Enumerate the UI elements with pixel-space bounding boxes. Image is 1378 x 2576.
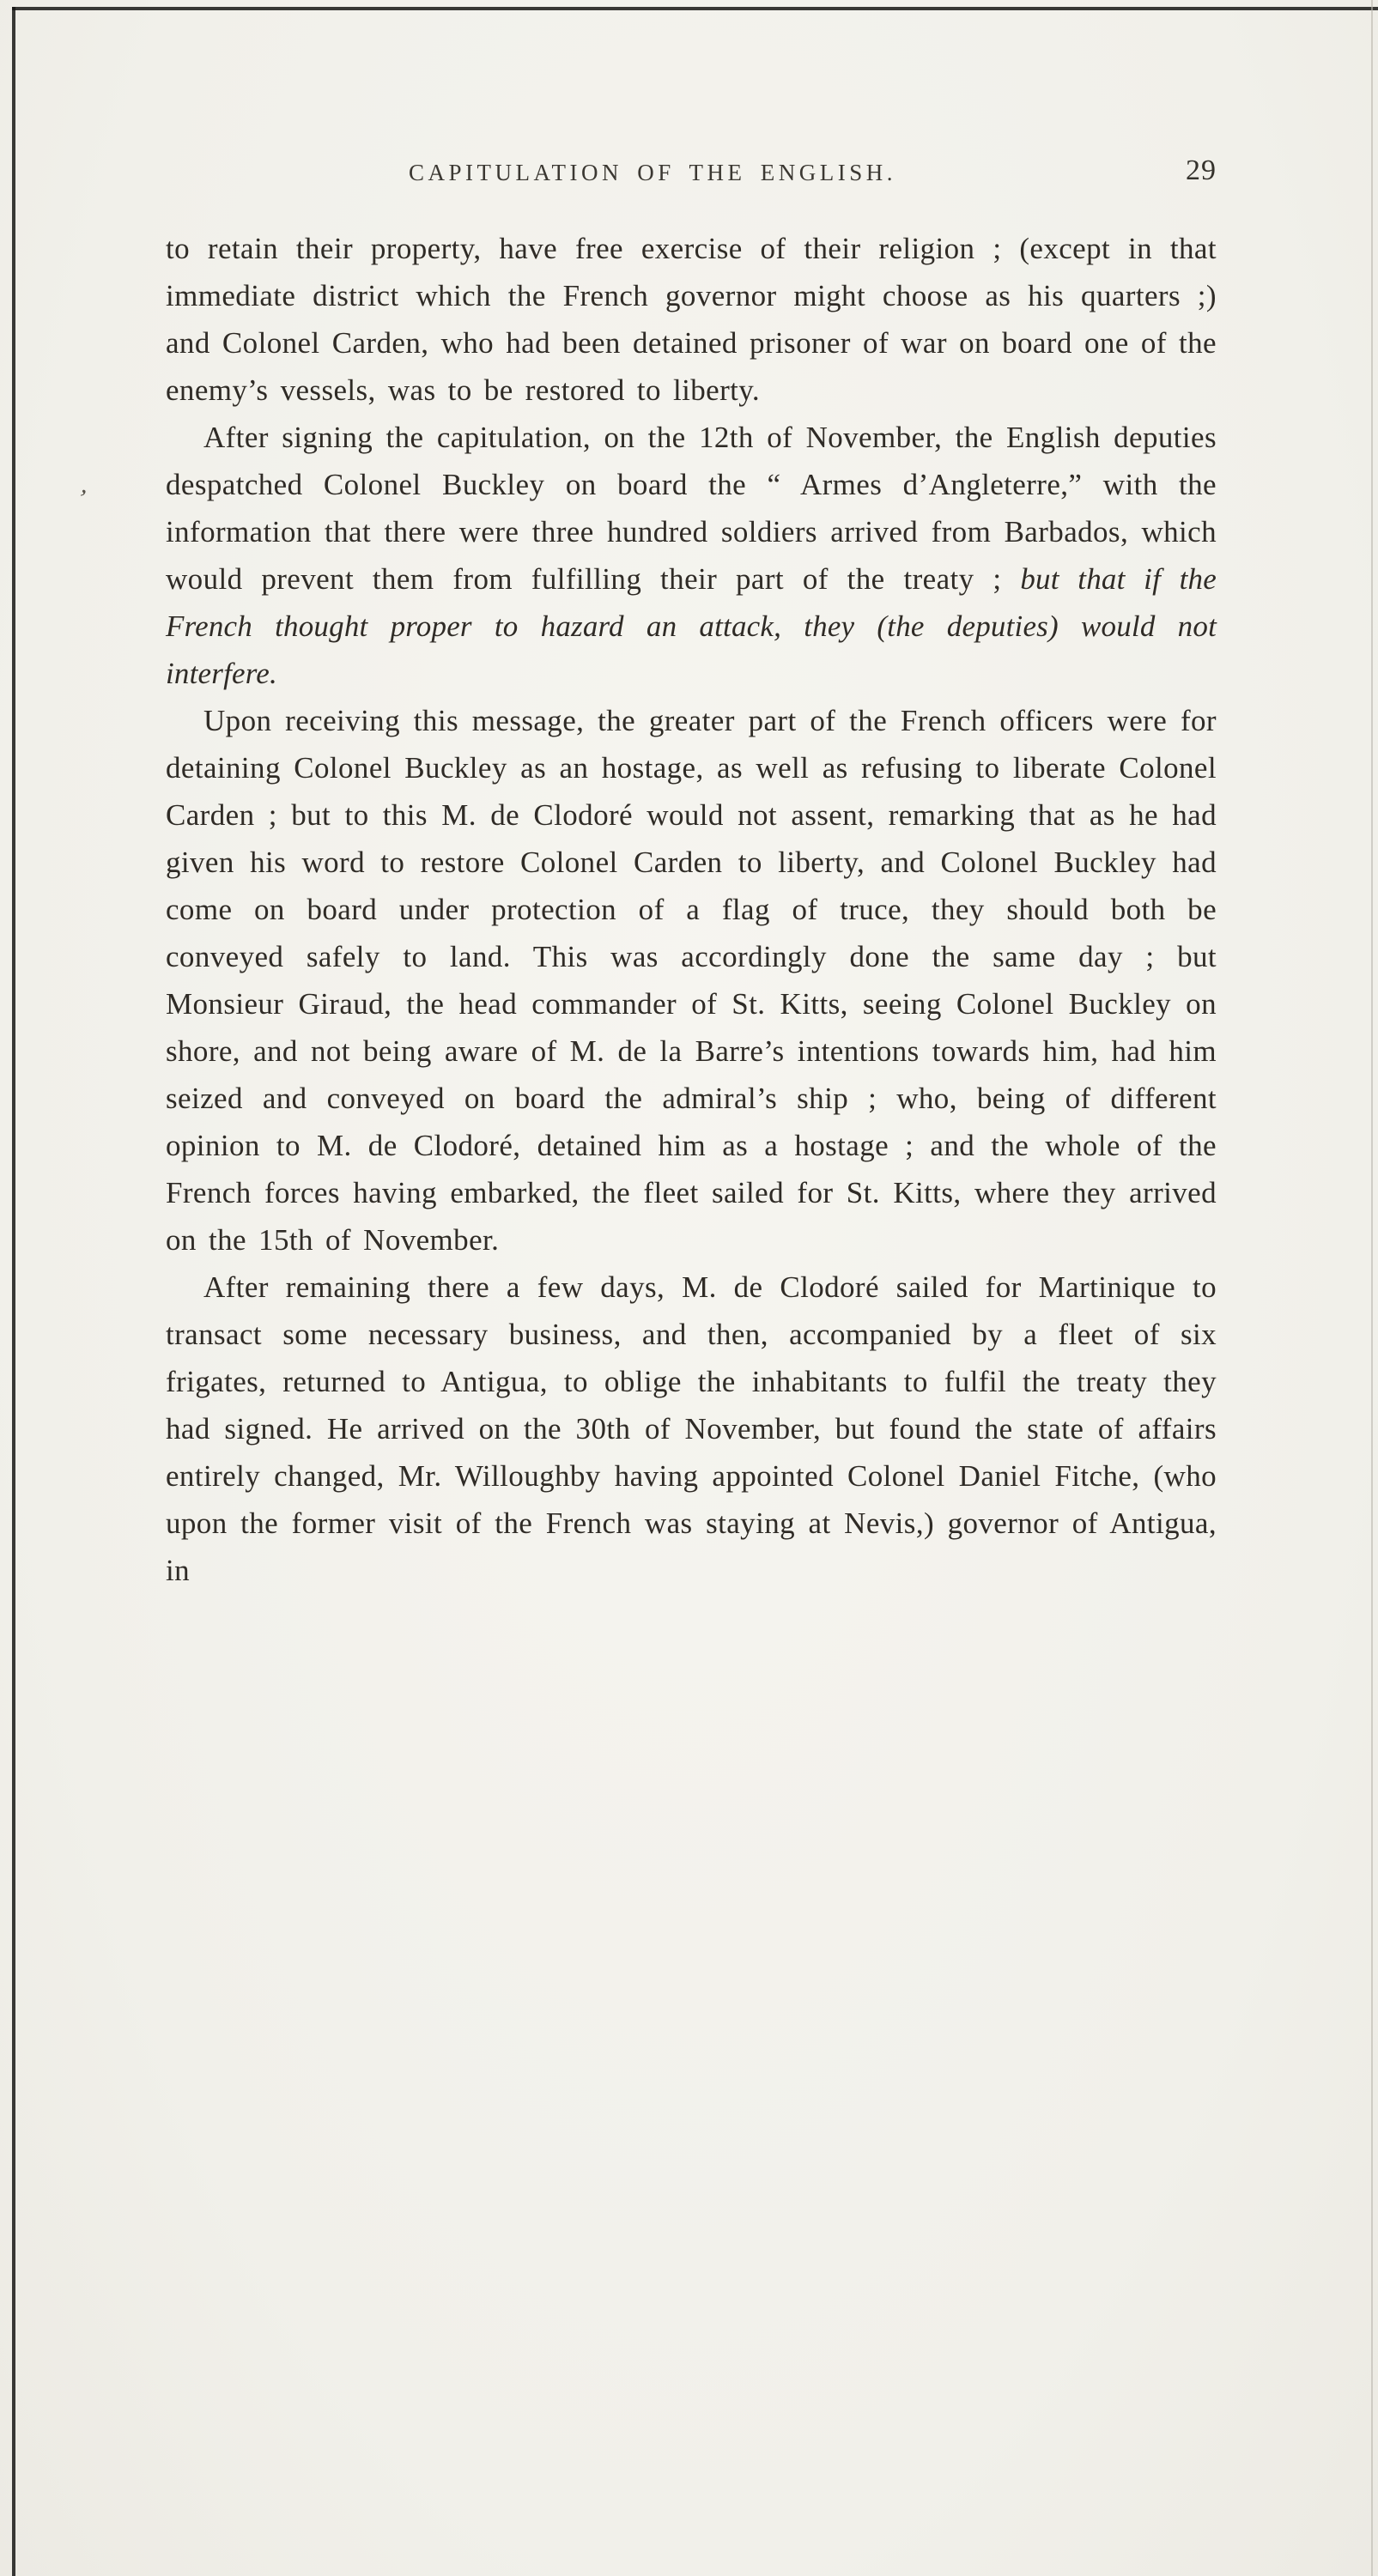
text-run: Upon receiving this message, the greater part of the French officers were for detaining Colonel Buckley as an hostage, as well as refusing to liberate Colonel Carden ; but to this M. de Clodoré would not assent, remarking that as he had given his word to restore Colonel Carden to liberty, and Colonel Buckley had come on board under protection of a flag of truce, they should both be conveyed safely to land. This was accordingly done the same day ; but Monsieur Giraud, the head commander of St. Kitts, seeing Colonel Buckley on shore, and not being aware of M. de la Barre’s intentions towards him, had him seized and conveyed on board the admiral’s ship ; who, being of different opinion to M. de Clodoré, detained him as a hostage ; and the whole of the French forces having embarked, the fleet sailed for St. Kitts, where they arrived on the 15th of November. <box>166 704 1217 1257</box>
italic-text-run: but that if the French thought proper to hazard an attack, they (the deputies) would not interfere. <box>166 562 1217 690</box>
scan-artifact-mark: , <box>79 470 93 500</box>
paragraph <box>166 697 1217 1264</box>
page-edge-left <box>12 7 15 2576</box>
paragraph <box>166 225 1217 414</box>
text-run: After remaining there a few days, M. de Clodoré sailed for Martinique to transact some necessary business, and then, accompanied by a fleet of six frigates, returned to Antigua, to oblige the inhabitants to fulfil the treaty they had signed. He arrived on the 30th of November, but found the state of affairs entirely changed, Mr. Willoughby having appointed Colonel Daniel Fitche, (who upon the former visit of the French was staying at Nevis,) governor of Antigua, in <box>166 1270 1217 1587</box>
paragraph <box>166 1264 1217 1594</box>
running-title: CAPITULATION OF THE ENGLISH. <box>409 160 896 185</box>
page-edge-right <box>1371 0 1373 2576</box>
paragraph <box>166 414 1217 697</box>
text-run: to retain their property, have free exercise of their religion ; (except in that immediate district which the French governor might choose as his quarters ;) and Colonel Carden, who had been detained prisoner of war on board one of the enemy’s vessels, was to be restored to liberty. <box>166 232 1217 407</box>
page-edge-top <box>12 7 1378 10</box>
text-block <box>166 225 1217 1594</box>
page-header <box>166 155 1217 201</box>
page-number: 29 <box>1186 155 1217 186</box>
text-run: After signing the capitulation, on the 12th of November, the English deputies despatched Colonel Buckley on board the “ Armes d’Angleterre,” with the information that there were three hundred soldiers arrived from Barbados, which would prevent them from fulfilling their part of the treaty ; <box>166 421 1217 596</box>
